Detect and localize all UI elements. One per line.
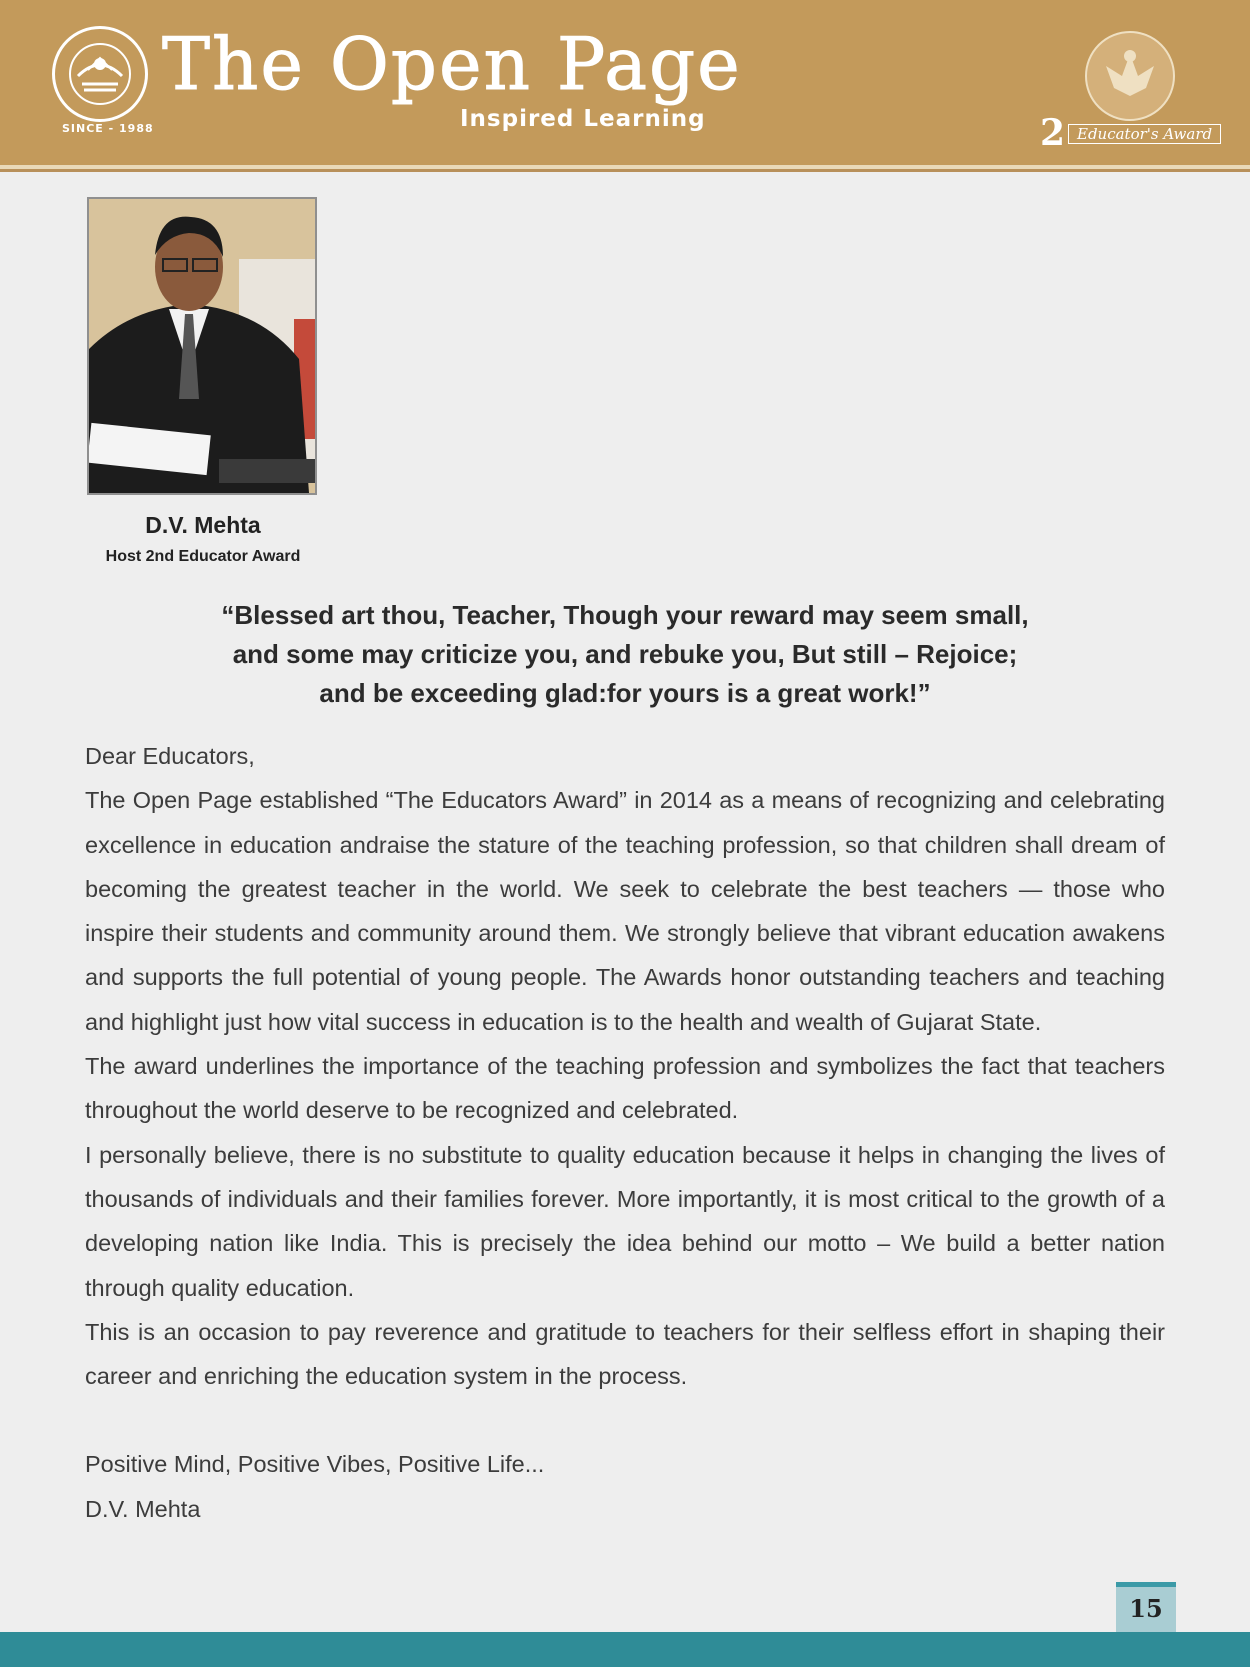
letter-paragraph: I personally believe, there is no substitute to quality education because it helps in changing the lives of thousands of individuals and their families forever. More importantly, it is most critical to the growth of a developing nation like India. This is precisely the idea behind our motto – We build a better nation through quality education.: [85, 1141, 1165, 1301]
salutation: Dear Educators,: [85, 743, 255, 769]
spacer: [85, 1398, 1165, 1442]
award-number: 2: [1040, 112, 1066, 154]
quote-line: “Blessed art thou, Teacher, Though your reward may seem small,: [221, 600, 1029, 630]
page-number: 15: [1116, 1582, 1176, 1632]
eagle-emblem-icon: [1076, 26, 1184, 126]
letter-paragraph: The award underlines the importance of the teaching profession and symbolizes the fact that teachers throughout the world deserve to be recognized and celebrated.: [85, 1053, 1165, 1124]
closing-line: Positive Mind, Positive Vibes, Positive Life...: [85, 1451, 545, 1478]
quote-block: [150, 596, 1100, 713]
award-label: Educator's Award: [1068, 124, 1221, 144]
quote-line: and some may criticize you, and rebuke you, But still – Rejoice;: [232, 639, 1018, 669]
letter-paragraph: The Open Page established “The Educators Award” in 2014 as a means of recognizing and celebrating excellence in education andraise the stature of the teaching profession, so that children shall dream of becoming the greatest teacher in the world. We seek to celebrate the best teachers — those who inspire their students and community around them. We strongly believe that vibrant education awakens and supports the full potential of young people. The Awards honor outstanding teachers and teaching and highlight just how vital success in education is to the health and wealth of Gujarat State.: [85, 787, 1165, 1035]
footer-bar: [0, 1632, 1250, 1667]
brand-title: The Open Page: [162, 22, 742, 106]
host-photo: [87, 197, 317, 495]
host-role: Host 2nd Educator Award: [105, 548, 301, 565]
letter-paragraph: This is an occasion to pay reverence and gratitude to teachers for their selfless effort in shaping their career and enriching the education system in the process.: [85, 1318, 1165, 1390]
letter-body: [85, 734, 1165, 1531]
quote-line: and be exceeding glad:for yours is a great work!”: [319, 678, 931, 708]
signature: D.V. Mehta: [85, 1495, 201, 1522]
brand-tagline: Inspired Learning: [460, 106, 706, 132]
page-header: [0, 0, 1250, 169]
logo-icon: [52, 26, 148, 122]
host-name: D.V. Mehta: [145, 512, 261, 538]
since-label: SINCE - 1988: [62, 122, 154, 135]
